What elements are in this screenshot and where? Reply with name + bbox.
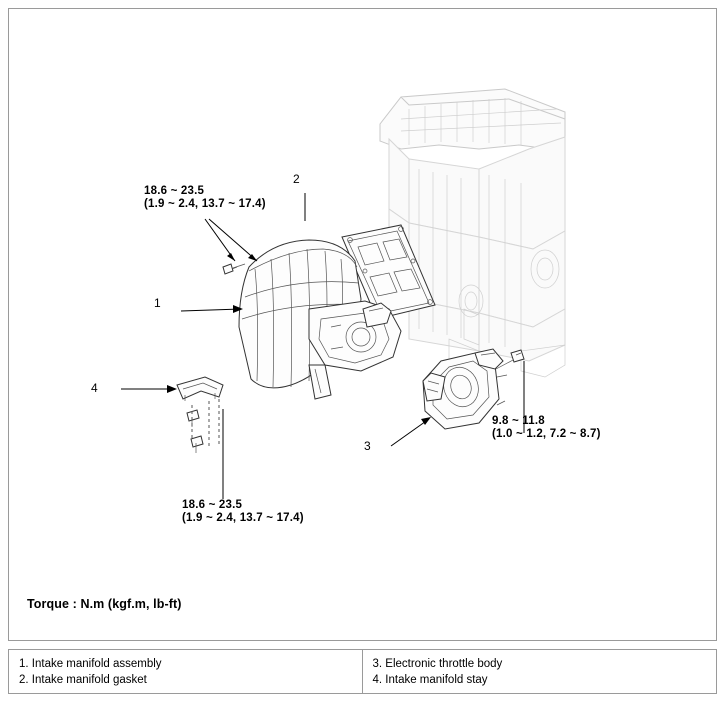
- engine-block-background: [380, 89, 565, 377]
- callout-torque-lower-center-line1: 18.6 ~ 23.5: [182, 499, 243, 511]
- callout-torque-right: [492, 415, 601, 440]
- legend-column-right: [363, 650, 717, 693]
- legend-item-4: 4. Intake manifold stay: [372, 673, 488, 686]
- item-number-1: 1: [154, 296, 161, 310]
- callout-torque-lower-center: [182, 499, 304, 524]
- legend-table: [8, 649, 717, 694]
- item-number-3: 3: [364, 439, 371, 453]
- exploded-view-illustration: [9, 9, 718, 642]
- legend-column-left: [9, 650, 363, 693]
- legend-item-2: 2. Intake manifold gasket: [19, 673, 147, 686]
- callout-torque-upper-left: [144, 185, 266, 210]
- intake-manifold-stay: [177, 377, 223, 453]
- diagram-frame: [8, 8, 717, 641]
- torque-unit-note: Torque : N.m (kgf.m, lb-ft): [27, 597, 182, 611]
- item-number-4: 4: [91, 381, 98, 395]
- callout-torque-right-line1: 9.8 ~ 11.8: [492, 415, 545, 427]
- legend-item-3: 3. Electronic throttle body: [372, 657, 503, 670]
- callout-torque-upper-left-line2: (1.9 ~ 2.4, 13.7 ~ 17.4): [144, 198, 266, 210]
- item-number-2: 2: [293, 172, 300, 186]
- legend-item-1: 1. Intake manifold assembly: [19, 657, 162, 670]
- callout-torque-upper-left-line1: 18.6 ~ 23.5: [144, 185, 205, 197]
- callout-torque-right-line2: (1.0 ~ 1.2, 7.2 ~ 8.7): [492, 428, 601, 440]
- callout-torque-lower-center-line2: (1.9 ~ 2.4, 13.7 ~ 17.4): [182, 512, 304, 524]
